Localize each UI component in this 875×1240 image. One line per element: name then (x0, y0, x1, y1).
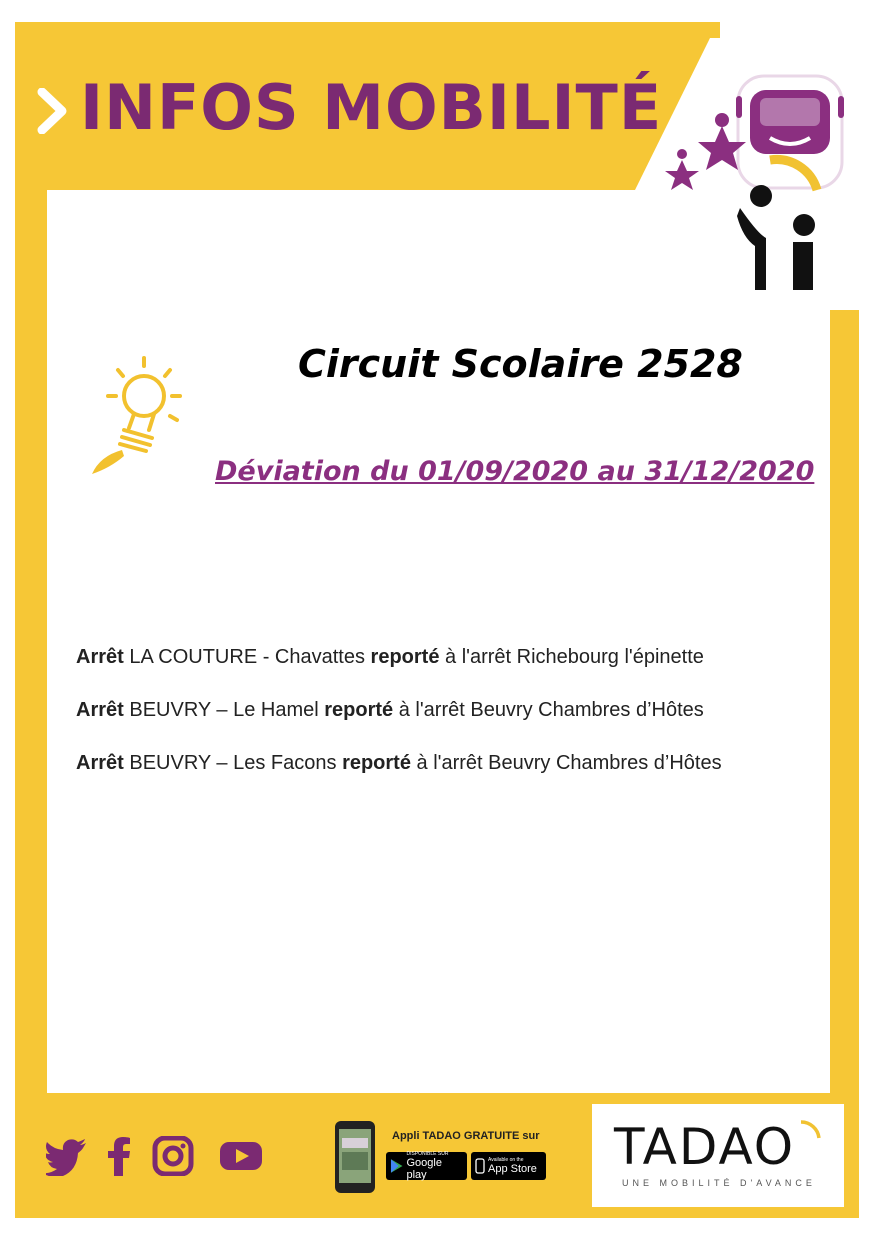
page-title: INFOS MOBILITÉ (80, 71, 663, 144)
tadao-logo (592, 1104, 844, 1207)
chevron-right-icon (36, 88, 70, 134)
stop-item (76, 644, 722, 670)
youtube-icon[interactable] (218, 1136, 264, 1176)
phone-icon (334, 1120, 376, 1194)
stop-item (76, 750, 722, 776)
ti-logo (735, 150, 825, 295)
brand-tagline: UNE MOBILITÉ D'AVANCE (622, 1178, 816, 1188)
play-store-icon (390, 1158, 403, 1174)
stop-from: BEUVRY – Le Hamel (123, 699, 325, 721)
content-panel (47, 190, 830, 1093)
deviation-dates: Déviation du 01/09/2020 au 31/12/2020 (215, 456, 815, 487)
stop-verb: reporté (342, 752, 411, 774)
circuit-title: Circuit Scolaire 2528 (298, 342, 743, 386)
stop-lead: Arrêt (76, 699, 124, 721)
app-store-big: App Store (488, 1163, 537, 1175)
lightbulb-icon (82, 352, 192, 477)
app-store-button[interactable] (471, 1152, 546, 1180)
stop-verb: reporté (324, 699, 394, 721)
brand-arc-icon (797, 1118, 823, 1144)
twitter-icon[interactable] (46, 1136, 88, 1176)
stop-from: LA COUTURE - Chavattes (123, 646, 371, 668)
app-store-small: Available on the (488, 1157, 524, 1163)
stop-to: à l'arrêt Richebourg l'épinette (439, 646, 704, 668)
instagram-icon[interactable] (152, 1136, 194, 1176)
facebook-icon[interactable] (106, 1136, 132, 1176)
google-play-small: DISPONIBLE SUR (406, 1151, 449, 1157)
stop-from: BEUVRY – Les Facons (123, 752, 343, 774)
brand-name: TADAO (614, 1118, 796, 1176)
stop-verb: reporté (370, 646, 440, 668)
stop-to: à l'arrêt Beuvry Chambres d’Hôtes (410, 752, 722, 774)
stop-to: à l'arrêt Beuvry Chambres d’Hôtes (393, 699, 704, 721)
stop-lead: Arrêt (76, 752, 124, 774)
phone-outline-icon (475, 1158, 485, 1174)
app-promo-label: Appli TADAO GRATUITE sur (392, 1130, 540, 1142)
stop-item (76, 697, 722, 723)
stop-lead: Arrêt (76, 646, 124, 668)
google-play-button[interactable] (386, 1152, 467, 1180)
google-play-big: Google play (406, 1157, 442, 1181)
stop-list (76, 644, 722, 803)
